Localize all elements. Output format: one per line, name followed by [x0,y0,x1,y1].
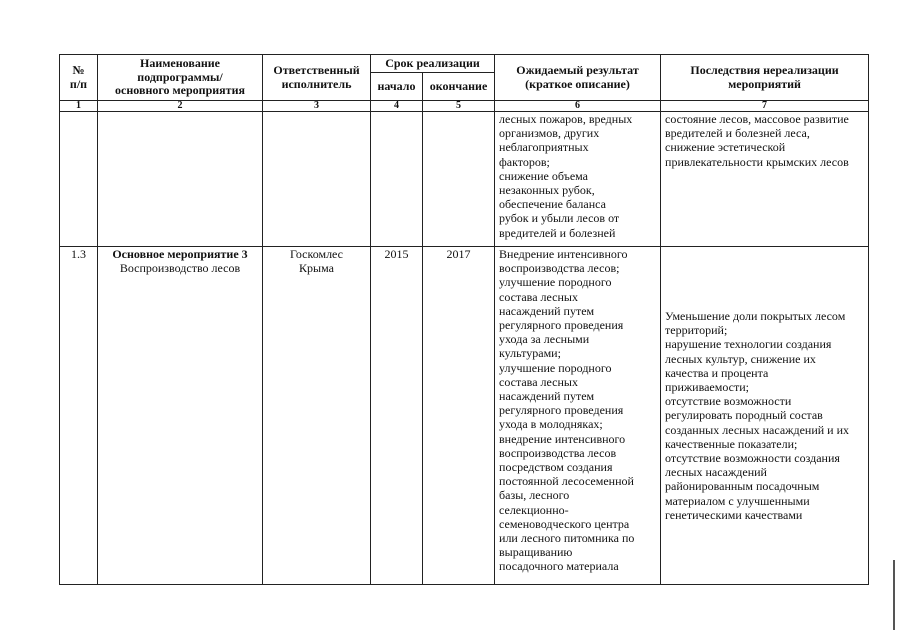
end-year: 2017 [423,247,495,585]
column-number-3: 3 [263,101,371,112]
column-number-7: 7 [661,101,869,112]
header-period: Срок реализации [371,55,495,73]
start-year: 2015 [371,247,423,585]
executor-cell [263,112,371,247]
activity-title: Основное мероприятие 3 [112,247,248,261]
header-expected-result: Ожидаемый результат (краткое описание) [495,55,661,101]
activity-cell [98,112,263,247]
consequences: Уменьшение доли покрытых лесом территорий; нарушение технологии создания лесных культур, снижение их качества и процента приживаемости; отсутствие возможности регулировать породный состав созданных лесных насаждений и их качественные показатели; отсутствие возможности создания лесных насаждений районированным посадочным материалом с улучшенными генетическими качествами [661,247,869,585]
row-number: 1.3 [60,247,98,585]
consequences: состояние лесов, массовое развитие вредителей и болезней леса, снижение эстетической привлекательности крымских лесов [661,112,869,247]
end-year [423,112,495,247]
column-number-2: 2 [98,101,263,112]
column-number-5: 5 [423,101,495,112]
activity-subtitle: Воспроизводство лесов [119,261,241,276]
header-executor: Ответственный исполнитель [263,55,371,101]
scan-edge-mark [893,560,895,630]
expected-result: лесных пожаров, вредных организмов, других неблагоприятных факторов; снижение объема незаконных рубок, обеспечение баланса рубок и убыли лесов от вредителей и болезней [495,112,661,247]
activity-cell [98,247,263,585]
row-number [60,112,98,247]
column-number-1: 1 [60,101,98,112]
header-number: № п/п [60,55,98,101]
header-consequences: Последствия нереализации мероприятий [661,55,869,101]
table-row [60,247,869,585]
header-activity-name: Наименование подпрограммы/ основного мероприятия [98,55,263,101]
column-number-4: 4 [371,101,423,112]
table-row [60,112,869,247]
executor-cell: Госкомлес Крыма [263,247,371,585]
expected-result: Внедрение интенсивного воспроизводства лесов; улучшение породного состава лесных насаждений путем регулярного проведения ухода за лесными культурами; улучшение породного состава лесных насаждений путем регулярного проведения ухода в молодняках; внедрение интенсивного воспроизводства лесов посредством создания постоянной лесосеменной базы, лесного селекционно- семеноводческого центра или лесного питомника по выращиванию посадочного материала [495,247,661,585]
start-year [371,112,423,247]
programme-table [59,54,869,585]
header-start: начало [371,73,423,101]
header-end: окончание [423,73,495,101]
column-number-6: 6 [495,101,661,112]
